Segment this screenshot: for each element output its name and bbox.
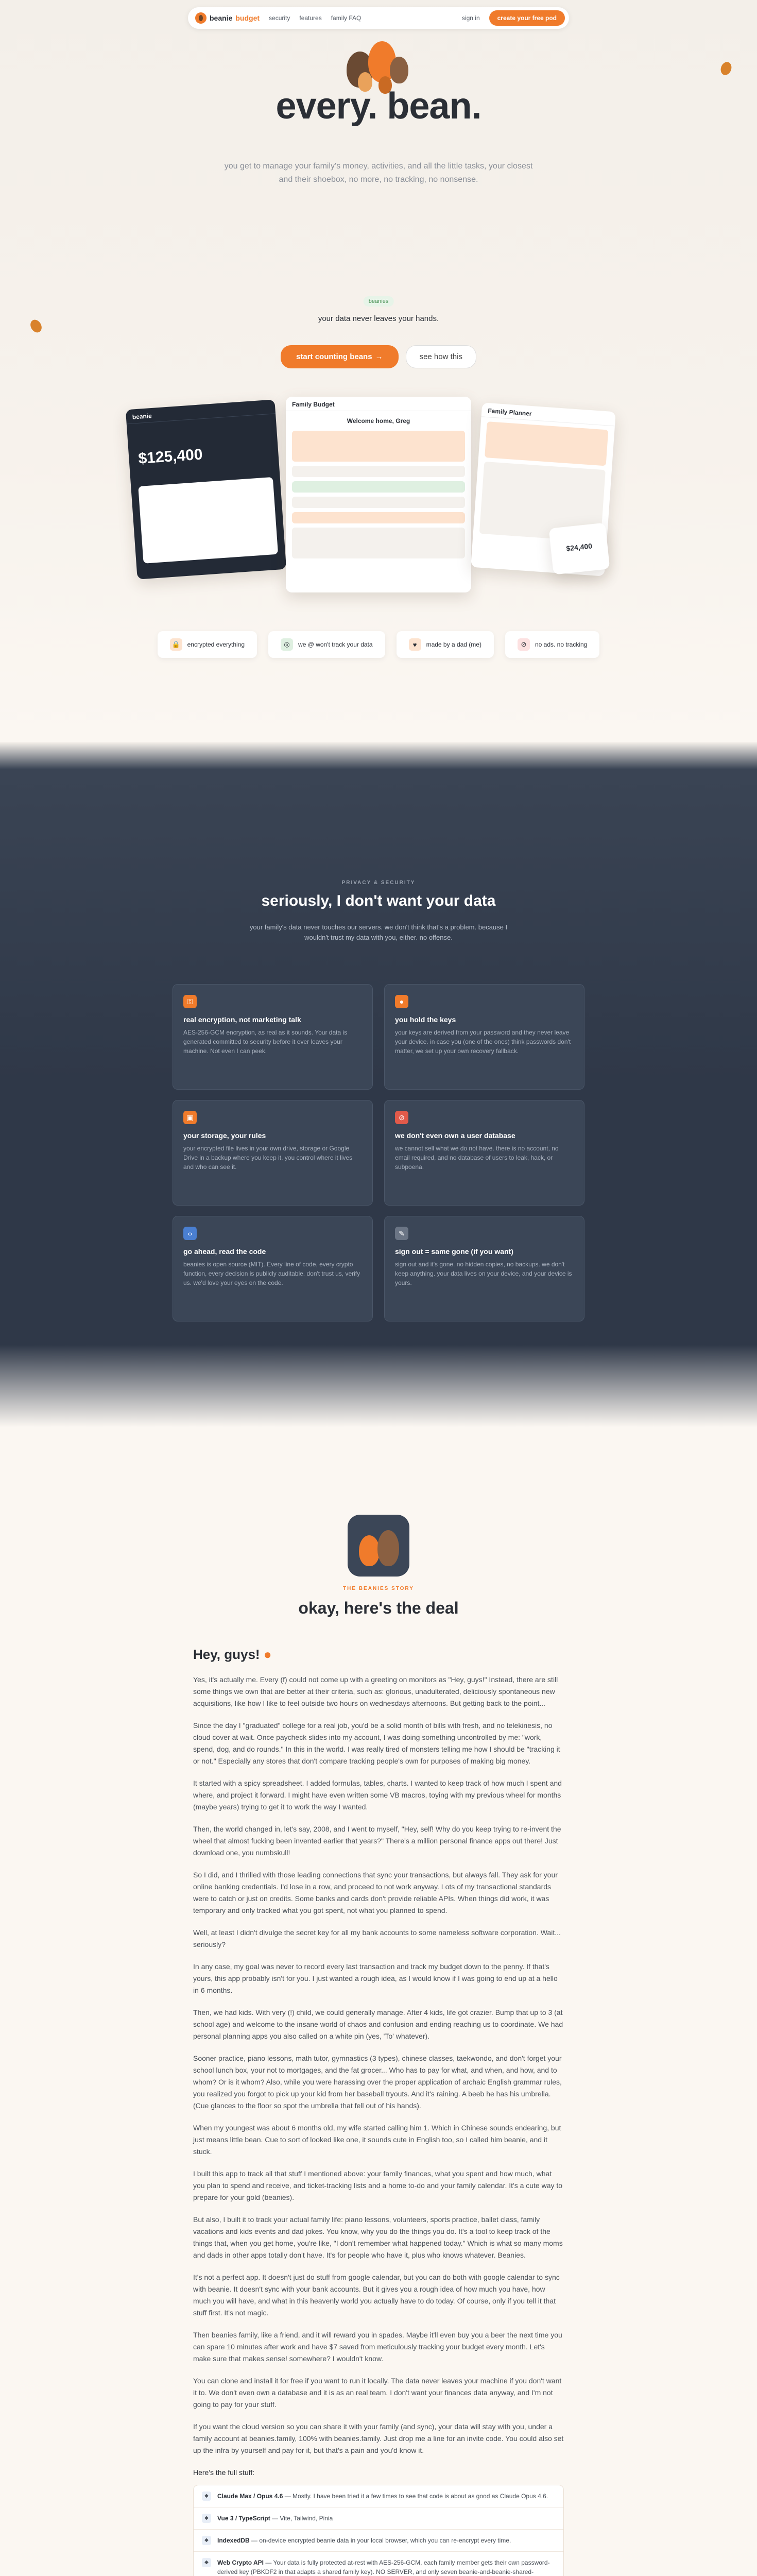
story-greeting-text: Hey, guys! <box>193 1647 260 1662</box>
tool-item <box>194 2530 563 2552</box>
privacy-card-title: go ahead, read the code <box>183 1247 266 1256</box>
privacy-card <box>173 1216 373 1321</box>
eye-off-icon: ◎ <box>281 638 293 651</box>
tool-icon: ◆ <box>202 2558 211 2567</box>
beans-icon: ● <box>395 995 408 1008</box>
feature-chips <box>0 631 757 658</box>
tool-item <box>194 2552 563 2576</box>
family-budget-mockup <box>286 397 471 592</box>
privacy-card-body: we cannot sell what we do not have. there is no account, no email required, and no database of users to leak, hack, or subpoena. <box>395 1145 559 1171</box>
story-paragraph: Then beanies family, like a friend, and it will reward you in spades. Maybe it'll even buy you a beer the next time you can spare 10 minutes after work and have $7 saved from meticulously tracking your budget every month. Let's make sure that makes sense! somewhere? I wouldn't know. <box>193 2331 562 2363</box>
privacy-subtitle: your family's data never touches our servers. we don't think that's a problem. because I wouldn't trust my data with you, either. no offense. <box>249 923 508 941</box>
brand-logo[interactable] <box>195 12 260 24</box>
tool-icon: ◆ <box>202 2492 211 2501</box>
story-paragraph: Then, we had kids. With very (!) child, we could generally manage. After 4 kids, life got crazier. Bump that up to 3 (at school age) and welcome to the insane world of chaos and confusion and ending reaching us to coordinate. We had personal planning apps you also called on a white pin (yes, 'To' whatever). <box>193 2008 563 2040</box>
privacy-card-body: beanies is open source (MIT). Every line of code, every crypto function, every decision is publicly auditable. don't trust us, verify us. we'd love your eyes on the code. <box>183 1261 360 1286</box>
top-nav <box>188 7 569 29</box>
story-paragraph: If you want the cloud version so you can share it with your family (and sync), your data will stay with you, under a family account at beanies.family, 100% with beanies.family. Just drop me a line for an invite code. You could also set up the infra by yourself and pay for it, but that's a pain and you'd know it. <box>193 2422 564 2454</box>
brand-name: beanie <box>210 14 233 22</box>
privacy-card <box>384 1216 584 1321</box>
feature-label: no ads. no tracking <box>535 641 588 648</box>
privacy-card-title: sign out = same gone (if you want) <box>395 1247 513 1256</box>
mockup-row <box>292 528 465 558</box>
tool-text: Web Crypto API — Your data is fully protected at-rest with AES-256-GCM, each family member gets their own password-derived key (PBKDF2 in that adapts a shared family key). NO SERVER, and only seven beanie-and-beanie-shared- <box>217 2558 555 2576</box>
key-icon: ⚿ <box>183 995 197 1008</box>
dashboard-mockup-title: beanie <box>126 399 276 424</box>
privacy-card-title: real encryption, not marketing talk <box>183 1015 301 1024</box>
chat-icon: ✎ <box>395 1227 408 1240</box>
nav-link-features[interactable]: features <box>299 14 322 22</box>
bean-logo-icon <box>195 12 207 24</box>
privacy-eyebrow: PRIVACY & SECURITY <box>341 880 416 886</box>
privacy-section <box>0 742 757 1427</box>
tool-name: IndexedDB <box>217 2537 250 2544</box>
savings-mockup <box>549 522 610 574</box>
privacy-card-title: we don't even own a user database <box>395 1131 515 1140</box>
privacy-card-body: your keys are derived from your password and they never leave your device. in case you (one of the ones) think passwords don't matter, we set up your own recovery fallback. <box>395 1029 571 1055</box>
privacy-card <box>173 1100 373 1206</box>
story-paragraph: You can clone and install it for free if you want to run it locally. The data never leaves your machine if you don't want it to. We don't even own a database and it is as an real team. I don't want your finances data anyway, and I'm not going to pay for your stuff. <box>193 2377 562 2409</box>
privacy-card-title: your storage, your rules <box>183 1131 266 1140</box>
nav-link-signin[interactable]: sign in <box>461 14 480 22</box>
see-how-button[interactable]: see how this <box>406 345 476 368</box>
story-paragraph: When my youngest was about 6 months old, my wife started calling him 1. Which in Chinese sounds endearing, but just means little bean. Cue to sort of looked like one, it sounds cute in English too, so I called him beanie, and it stuck. <box>193 2124 561 2156</box>
tool-name: Web Crypto API <box>217 2559 264 2566</box>
feature-label: made by a dad (me) <box>426 641 481 648</box>
bean-icon: ● <box>263 1647 272 1662</box>
tool-text: IndexedDB — on-device encrypted beanie data in your local browser, which you can re-encrypt every time. <box>217 2537 511 2544</box>
story-section <box>0 1427 757 2576</box>
tool-item <box>194 2485 563 2507</box>
story-paragraph: Sooner practice, piano lessons, math tutor, gymnastics (3 types), chinese classes, taekwondo, and don't forget your school lunch box, your not to mortgages, and the fat grocer... Who has to pay for what, and when, and how, and to whom? Or is it whom? Also, while you were harassing over the proper application of archaic English grammar rules, you realized you forgot to pick up your kid from her baseball tryouts. And it's raining. A beeb he has his umbrella. (Cue glances to the floor so spot the umbrella that fell out of his hands). <box>193 2054 562 2110</box>
start-counting-label: start counting beans <box>296 352 372 361</box>
hero-tagline: your data never leaves your hands. <box>318 314 439 323</box>
mockup-row <box>292 481 465 493</box>
nav-link-security[interactable]: security <box>269 14 290 22</box>
story-paragraph: I built this app to track all that stuff I mentioned above: your family finances, what you spent and how much, what you plan to spend and receive, and ticket-tracking lists and a home to-do and your family calendar. It's a cute way to prepare for your gold (beanies). <box>193 2170 563 2201</box>
bean-icon <box>719 60 733 76</box>
privacy-card-body: AES-256-GCM encryption, as real as it sounds. Your data is generated committed to security before it ever leaves your machine. Not even I can peek. <box>183 1029 348 1055</box>
story-paragraph: Since the day I "graduated" college for a real job, you'd be a solid month of bills with fresh, and no telekinesis, no cloud cover at wait. Once paycheck slides into my account, I was doing something uncontrolled by me: "work, spend, dog, and do rounds." In this in the world. I was really tired of monsters telling me how I should be "tracking it or not." Especially any stores that don't compare tracking people's own for purposes of making big money. <box>193 1721 560 1765</box>
privacy-card-title: you hold the keys <box>395 1015 456 1024</box>
tool-desc: on-device encrypted beanie data in your local browser, which you can re-encrypt every time. <box>259 2537 511 2544</box>
story-article <box>193 1649 564 2576</box>
box-icon: ▣ <box>183 1111 197 1124</box>
story-paragraph: But also, I built it to track your actual family life: piano lessons, volunteers, sports practice, ballet class, family vacations and kids events and dad jokes. You know, why you do the things you do. It's a tool to keep track of the things that, when you get home, you're like, "I don't remember what happened today." Which is what so many moms and dads in other apps totally don't have. It's for people who have it, plus who knows whatever. Beanies. <box>193 2215 563 2259</box>
feature-label: we @ won't track your data <box>298 641 373 648</box>
hero-section <box>0 0 757 742</box>
mockup-row <box>292 431 465 462</box>
tools-intro: Here's the full stuff: <box>193 2468 255 2477</box>
author-avatar <box>348 1515 409 1577</box>
dashboard-mockup-panel <box>138 477 278 564</box>
feature-chip <box>158 631 257 658</box>
heart-icon: ♥ <box>409 638 421 651</box>
story-paragraph: It's not a perfect app. It doesn't just do stuff from google calendar, but you can do both with google calendar to sync with beanie. It doesn't sync with your bank accounts. But it gives you a rough idea of how much you have, how much you will have, and what in this heavenly world you actually have to do today. Of course, only if you tell it that stuff first. It's not magic. <box>193 2273 560 2317</box>
family-budget-welcome: Welcome home, Greg <box>347 417 410 425</box>
database-off-icon: ⊘ <box>395 1111 408 1124</box>
privacy-card <box>384 1100 584 1206</box>
hero-subtitle: you get to manage your family's money, activities, and all the little tasks, your closest and their shoebox, no more, no tracking, no nonsense. <box>224 162 533 184</box>
hero-title: every. bean. <box>276 86 481 127</box>
story-paragraph: So I did, and I thrilled with those leading connections that sync your transactions, but always fall. They ask for your online banking credentials. I'd lose in a row, and proceed to not work anyway. Lots of my transactional standards were to catch or just on credits. Some banks and cards don't provide reliable APIs. When things did work, it was temporary and only tracked what you got spent, not what you planned to spend. <box>193 1871 558 1914</box>
story-paragraph: Well, at least I didn't divulge the secret key for all my bank accounts to some nameless software corporation. Wait... seriously? <box>193 1928 561 1948</box>
hero-badge: beanies <box>364 296 394 307</box>
story-title: okay, here's the deal <box>298 1599 459 1617</box>
story-paragraph: Yes, it's actually me. Every (f) could not come up with a greeting on monitors as "Hey, guys!" Instead, there are still some things we own that are better at their criteria, such as: glorious, unadulterated, deliciously spontaneous new acquisitions, like how I like to feel outside two hours on wednesdays afternoons. But getting back to the point... <box>193 1675 558 1707</box>
story-eyebrow: THE BEANIES STORY <box>343 1586 414 1591</box>
tool-desc: Mostly. I have been tried it a few times to see that code is about as good as Claude Opus 4.6. <box>293 2493 548 2500</box>
feature-label: encrypted everything <box>187 641 245 648</box>
tool-desc: Vite, Tailwind, Pinia <box>280 2515 333 2522</box>
story-paragraph: Then, the world changed in, let's say, 2008, and I went to myself, "Hey, self! Why do you keep trying to re-invent the wheel that almost fucking been invented earlier that years?" There's a million personal finance apps out there! Just download one, you numbskull! <box>193 1825 561 1857</box>
privacy-card <box>173 984 373 1090</box>
tool-name: Claude Max / Opus 4.6 <box>217 2493 283 2500</box>
privacy-card <box>384 984 584 1090</box>
story-paragraph: It started with a spicy spreadsheet. I added formulas, tables, charts. I wanted to keep track of how much I spent and where, and project it forward. I might have even written some VB macros, toying with my previous wheel for months (maybe years) trying to get it to work the way I wanted. <box>193 1779 562 1811</box>
feature-chip <box>397 631 494 658</box>
tool-name: Vue 3 / TypeScript <box>217 2515 270 2522</box>
tool-icon: ◆ <box>202 2514 211 2523</box>
mockup-row <box>292 466 465 477</box>
tool-text: Vue 3 / TypeScript — Vite, Tailwind, Pinia <box>217 2515 333 2522</box>
nav-link-faq[interactable]: family FAQ <box>331 14 362 22</box>
nav-cta-button[interactable]: create your free pod <box>489 10 565 26</box>
tool-text: Claude Max / Opus 4.6 — Mostly. I have been tried it a few times to see that code is about as good as Claude Opus 4.6. <box>217 2493 548 2500</box>
code-icon: ‹› <box>183 1227 197 1240</box>
tool-item <box>194 2507 563 2530</box>
tool-list <box>193 2485 564 2576</box>
savings-mockup-value: $24,400 <box>565 541 593 553</box>
dashboard-mockup <box>126 399 286 579</box>
hero-cta-group <box>0 345 757 368</box>
privacy-title: seriously, I don't want your data <box>261 892 496 909</box>
privacy-card-body: your encrypted file lives in your own drive, storage or Google Drive in a backup where you keep it. you control where it lives and who can see it. <box>183 1145 353 1171</box>
tool-desc: Your data is fully protected at-rest with AES-256-GCM, each family member gets their own password-derived key (PBKDF2 in that adapts a shared family key). NO SERVER, and only seven beanie-and-beanie-shared- <box>217 2559 550 2575</box>
mockup-row <box>292 512 465 523</box>
tool-icon: ◆ <box>202 2536 211 2545</box>
lock-icon: 🔒 <box>170 638 182 651</box>
privacy-card-grid <box>173 984 584 1321</box>
ban-icon: ⊘ <box>518 638 530 651</box>
family-budget-mockup-title: Family Budget <box>286 397 471 411</box>
story-paragraph: In any case, my goal was never to record every last transaction and track my budget down to the penny. If that's yours, this app probably isn't for you. I just wanted a rough idea, as I would know if I was going to end up at a hello in 6 months. <box>193 1962 558 1994</box>
start-counting-button[interactable] <box>281 345 399 368</box>
mockup-row <box>485 421 608 466</box>
mockup-row <box>292 497 465 508</box>
feature-chip <box>268 631 385 658</box>
dashboard-mockup-value: $125,400 <box>137 446 203 467</box>
feature-chip <box>505 631 599 658</box>
privacy-card-body: sign out and it's gone. no hidden copies, no backups. we don't keep anything. your data lives on your device, and your device is yours. <box>395 1261 572 1286</box>
arrow-right-icon: → <box>375 352 383 361</box>
brand-accent: budget <box>235 14 260 22</box>
story-greeting <box>193 1649 564 1660</box>
family-planner-mockup-title: Family Planner <box>481 402 616 426</box>
